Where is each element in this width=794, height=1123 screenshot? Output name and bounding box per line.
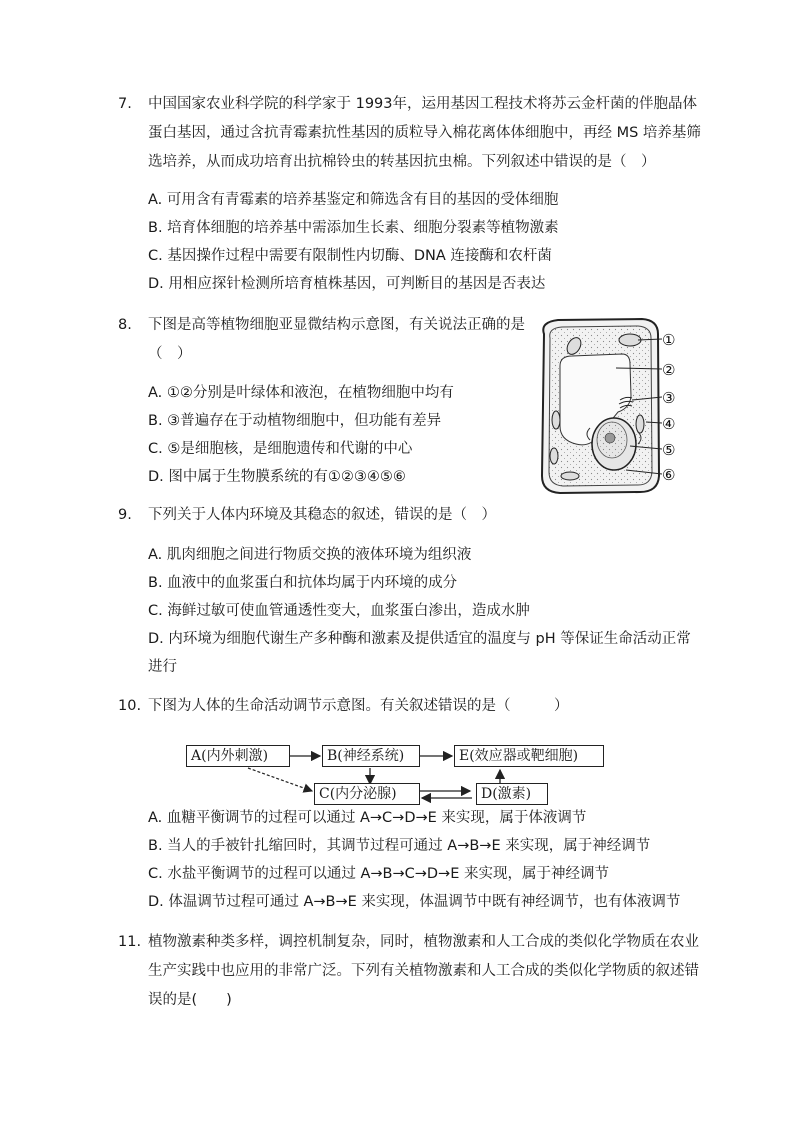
option-d: D. 体温调节过程可通过 A→B→E 来实现，体温调节中既有神经调节，也有体液调节: [148, 894, 681, 910]
stem-line: 蛋白基因，通过含抗青霉素抗性基因的质粒导入棉花离体体细胞中，再经 MS 培养基筛: [148, 125, 701, 141]
stem-line: 下列关于人体内环境及其稳态的叙述，错误的是（ ）: [148, 507, 496, 523]
option-a: A. 可用含有青霉素的培养基鉴定和筛选含有目的基因的受体细胞: [148, 192, 559, 208]
stem-line: 生产实践中也应用的非常广泛。下列有关植物激素和人工合成的类似化学物质的叙述错: [148, 963, 699, 979]
stem-line: 下图是高等植物细胞亚显微结构示意图，有关说法正确的是: [148, 317, 525, 333]
box-c-endocrine-gland: C(内分泌腺): [314, 783, 420, 805]
label-3: ③: [662, 389, 676, 407]
question-number: 11.: [118, 934, 142, 950]
option-d: D. 图中属于生物膜系统的有①②③④⑤⑥: [148, 469, 406, 485]
question-number: 8.: [118, 317, 132, 333]
chloroplast: [619, 334, 641, 346]
box-b-nervous-system: B(神经系统): [322, 745, 420, 767]
stem-line: 选培养，从而成功培育出抗棉铃虫的转基因抗虫棉。下列叙述中错误的是（ ）: [148, 154, 656, 170]
question-stem: [148, 90, 701, 177]
option-c: C. 基因操作过程中需要有限制性内切酶、DNA 连接酶和农杆菌: [148, 248, 552, 264]
option-a: A. 血糖平衡调节的过程可以通过 A→C→D→E 来实现，属于体液调节: [148, 810, 587, 826]
box-d-hormone: D(激素): [476, 783, 548, 805]
stem-line: 中国国家农业科学院的科学家于 1993年，运用基因工程技术将苏云金杆菌的伴胞晶体: [148, 96, 698, 112]
option-a: A. ①②分别是叶绿体和液泡，在植物细胞中均有: [148, 385, 454, 401]
box-e-effector: E(效应器或靶细胞): [454, 745, 604, 767]
question-stem: [148, 692, 569, 721]
option-d-continued: 进行: [148, 659, 177, 675]
option-b: B. 当人的手被针扎缩回时，其调节过程可通过 A→B→E 来实现，属于神经调节: [148, 838, 651, 854]
question-number: 7.: [118, 96, 132, 112]
stem-line: （ ）: [148, 346, 192, 362]
regulation-diagram: [186, 744, 606, 808]
question-stem: [148, 928, 699, 1015]
option-c: C. ⑤是细胞核，是细胞遗传和代谢的中心: [148, 441, 413, 457]
option-a: A. 肌肉细胞之间进行物质交换的液体环境为组织液: [148, 547, 472, 563]
option-d: D. 用相应探针检测所培育植株基因，可判断目的基因是否表达: [148, 276, 546, 292]
option-b: B. 血液中的血浆蛋白和抗体均属于内环境的成分: [148, 575, 458, 591]
box-a-stimulus: A(内外刺激): [186, 745, 290, 767]
option-d: D. 内环境为细胞代谢生产多种酶和激素及提供适宜的温度与 pH 等保证生命活动正常: [148, 631, 691, 647]
question-number: 9.: [118, 507, 132, 523]
label-5: ⑤: [662, 441, 676, 459]
label-6: ⑥: [662, 466, 676, 484]
label-1: ①: [662, 331, 676, 349]
option-b: B. ③普遍存在于动植物细胞中，但功能有差异: [148, 413, 442, 429]
stem-line: 植物激素种类多样，调控机制复杂，同时，植物激素和人工合成的类似化学物质在农业: [148, 934, 699, 950]
plant-cell-diagram: [530, 316, 690, 498]
label-2: ②: [662, 361, 676, 379]
option-c: C. 水盐平衡调节的过程可以通过 A→B→C→D→E 来实现，属于神经调节: [148, 866, 609, 882]
question-stem: [148, 311, 525, 369]
option-b: B. 培育体细胞的培养基中需添加生长素、细胞分裂素等植物激素: [148, 220, 559, 236]
stem-line: 下图为人体的生命活动调节示意图。有关叙述错误的是（ ）: [148, 698, 569, 714]
question-stem: [148, 501, 496, 530]
stem-line: 误的是( ): [148, 992, 232, 1008]
option-c: C. 海鲜过敏可使血管通透性变大，血浆蛋白渗出，造成水肿: [148, 603, 530, 619]
question-number: 10.: [118, 698, 142, 714]
label-4: ④: [662, 415, 676, 433]
